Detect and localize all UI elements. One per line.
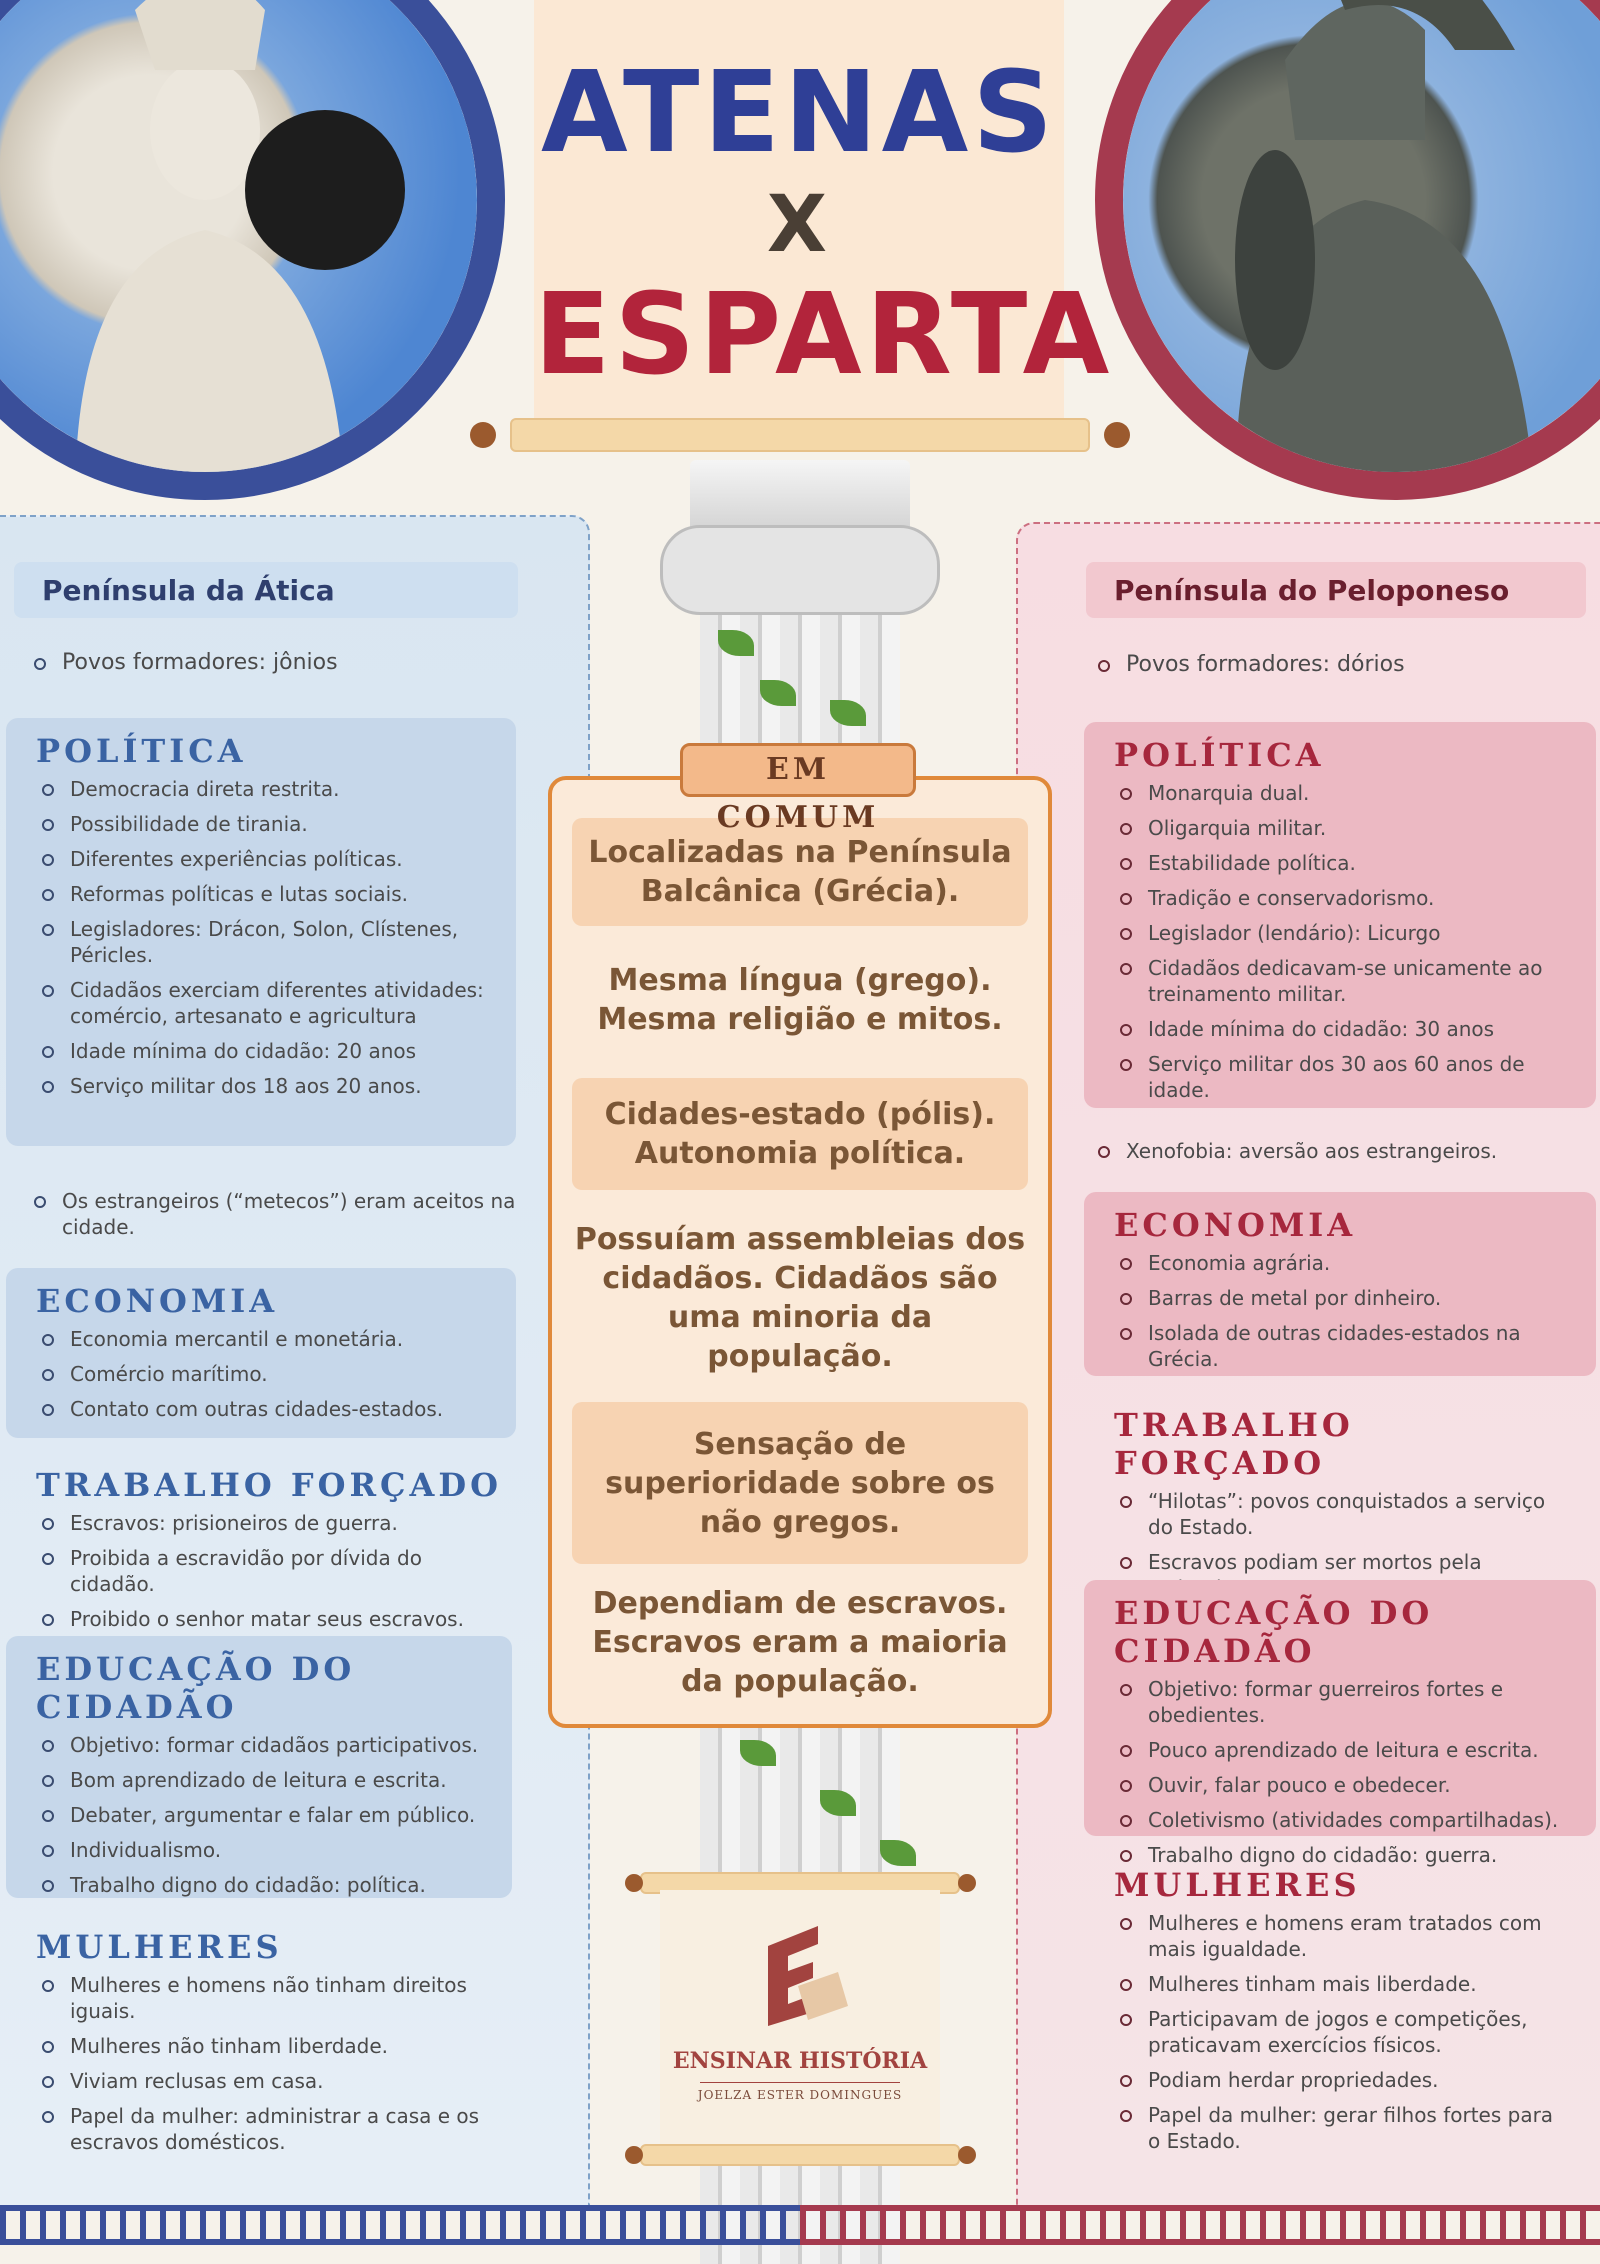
list-item: Legislador (lendário): Licurgo [1114,920,1566,946]
athens-politics-card [6,718,516,1146]
logo-card [660,1890,940,2148]
list-item: Serviço militar dos 30 aos 60 anos de idade. [1114,1051,1566,1103]
list-item: Povos formadores: jônios [28,650,548,676]
athens-intro-list [28,650,548,676]
section-title: TRABALHO FORÇADO [1114,1406,1354,1482]
scroll-knob-left [470,422,496,448]
list-item: Economia mercantil e monetária. [36,1326,486,1352]
athens-women-section [6,1914,546,2164]
athens-women-list [36,1972,516,2155]
list-item: Papel da mulher: gerar filhos fortes para o Estado. [1114,2102,1566,2154]
common-item: Localizadas na Península Balcânica (Grécia). [572,818,1028,926]
section-title: ECONOMIA [1114,1206,1357,1244]
list-item: Ouvir, falar pouco e obedecer. [1114,1772,1566,1798]
list-item: Barras de metal por dinheiro. [1114,1285,1566,1311]
title-athens: ATENAS [541,48,1057,178]
list-item: Economia agrária. [1114,1250,1566,1276]
list-item: Monarquia dual. [1114,780,1566,806]
scroll-knob-left [625,2146,643,2164]
common-tag: EM COMUM [680,743,916,797]
list-item: Cidadãos exerciam diferentes atividades: comércio, artesanato e agricultura [36,977,486,1029]
list-item: Reformas políticas e lutas sociais. [36,881,486,907]
athens-education-list [36,1732,482,1898]
list-item: Individualismo. [36,1837,482,1863]
sparta-forced-labor-section [1084,1392,1596,1574]
list-item: Democracia direta restrita. [36,776,486,802]
athens-education-card [6,1636,512,1898]
list-item: Proibida a escravidão por dívida do cidadão. [36,1545,506,1597]
sparta-education-list [1114,1676,1566,1868]
logo-divider [700,2082,900,2083]
sparta-education-card [1084,1580,1596,1867]
list-item: Comércio marítimo. [36,1361,486,1387]
list-item: Bom aprendizado de leitura e escrita. [36,1767,482,1793]
list-item: Debater, argumentar e falar em público. [36,1802,482,1828]
athens-forced-labor-section [6,1452,536,1631]
scroll-knob-left [625,1874,643,1892]
athens-economy-list [36,1326,486,1422]
common-item: Mesma língua (grego). Mesma religião e mitos. [597,963,1003,1037]
greek-key-border-blue [0,2205,800,2245]
common-item: Cidades-estado (pólis). Autonomia política. [572,1078,1028,1190]
common-item: Sensação de superioridade sobre os não gregos. [572,1402,1028,1564]
list-item: “Hilotas”: povos conquistados a serviço do Estado. [1114,1488,1566,1540]
list-item: Pouco aprendizado de leitura e escrita. [1114,1737,1566,1763]
list-item: Podiam herdar propriedades. [1114,2067,1566,2093]
list-item: Idade mínima do cidadão: 20 anos [36,1038,486,1064]
sparta-women-section [1084,1852,1596,2172]
athens-politics-list [36,776,486,1099]
sparta-politics-list [1114,780,1566,1103]
list-item: Serviço militar dos 18 aos 20 anos. [36,1073,486,1099]
list-item: Coletivismo (atividades compartilhadas). [1114,1807,1566,1833]
section-title: MULHERES [1114,1866,1361,1904]
athens-forced-labor-list [36,1510,506,1632]
athens-foreigners [28,1188,528,1249]
athens-intro [28,650,548,685]
list-item: Cidadãos dedicavam-se unicamente ao treinamento militar. [1114,955,1566,1007]
title-block [534,0,1114,420]
list-item: Oligarquia militar. [1114,815,1566,841]
athena-statue-icon [0,0,505,500]
section-title: POLÍTICA [1114,736,1325,774]
list-item: Mulheres tinham mais liberdade. [1114,1971,1566,1997]
list-item: Estabilidade política. [1114,850,1566,876]
scroll-knob-right [1104,422,1130,448]
title-scroll-bar [510,418,1090,452]
sparta-politics-card [1084,722,1596,1108]
spartan-statue-image [1095,0,1600,500]
sparta-peninsula-label: Península do Peloponeso [1086,562,1586,618]
athena-statue-image [0,0,505,500]
section-title: POLÍTICA [36,732,247,770]
logo-name: ENSINAR HISTÓRIA [672,2048,928,2074]
list-item: Diferentes experiências políticas. [36,846,486,872]
title-versus: X [766,180,832,270]
list-item: Mulheres e homens não tinham direitos iguais. [36,1972,516,2024]
athens-foreigners-list [28,1188,528,1240]
list-item: Legisladores: Drácon, Solon, Clístenes, Péricles. [36,916,486,968]
sparta-intro-list [1092,652,1592,678]
list-item: Tradição e conservadorismo. [1114,885,1566,911]
section-title: TRABALHO FORÇADO [36,1466,502,1504]
list-item: Mulheres não tinham liberdade. [36,2033,516,2059]
list-item: Objetivo: formar guerreiros fortes e obedientes. [1114,1676,1566,1728]
logo-scroll-bottom [640,2144,960,2166]
sparta-intro [1092,652,1592,687]
sparta-economy-list [1114,1250,1566,1372]
pillar-capital [660,525,940,615]
list-item: Povos formadores: dórios [1092,652,1592,678]
ensinar-historia-logo-icon [758,1926,848,2026]
sparta-xenophobia [1092,1138,1592,1173]
common-item: Possuíam assembleias dos cidadãos. Cidadãos são uma minoria da população. [574,1222,1026,1374]
list-item: Trabalho digno do cidadão: política. [36,1872,482,1898]
list-item: Papel da mulher: administrar a casa e os escravos domésticos. [36,2103,516,2155]
sparta-economy-card [1084,1192,1596,1376]
list-item: Contato com outras cidades-estados. [36,1396,486,1422]
list-item: Trabalho digno do cidadão: guerra. [1114,1842,1566,1868]
list-item: Participavam de jogos e competições, praticavam exercícios físicos. [1114,2006,1566,2058]
logo-author: JOELZA ESTER DOMINGUES [697,2088,903,2102]
scroll-knob-right [958,1874,976,1892]
list-item: Proibido o senhor matar seus escravos. [36,1606,506,1632]
section-title: EDUCAÇÃO DO CIDADÃO [1114,1594,1434,1670]
list-item: Mulheres e homens eram tratados com mais igualdade. [1114,1910,1566,1962]
list-item: Isolada de outras cidades-estados na Grécia. [1114,1320,1566,1372]
list-item: Escravos podiam ser mortos pela [1114,1549,1566,1601]
common-item: Dependiam de escravos. Escravos eram a maioria da população. [592,1585,1008,1699]
list-item: Escravos: prisioneiros de guerra. [36,1510,506,1536]
sparta-women-list [1114,1910,1566,2154]
athens-peninsula-label: Península da Ática [14,562,518,618]
list-item: Objetivo: formar cidadãos participativos. [36,1732,482,1758]
scroll-knob-right [958,2146,976,2164]
athens-economy-card [6,1268,516,1438]
section-title: EDUCAÇÃO DO CIDADÃO [36,1650,356,1726]
list-item: Os estrangeiros (“metecos”) eram aceitos na cidade. [28,1188,528,1240]
list-item: Possibilidade de tirania. [36,811,486,837]
spartan-helmet-icon [1095,0,1600,500]
list-item: Xenofobia: aversão aos estrangeiros. [1092,1138,1592,1164]
section-title: ECONOMIA [36,1282,279,1320]
list-item: Viviam reclusas em casa. [36,2068,516,2094]
list-item: Idade mínima do cidadão: 30 anos [1114,1016,1566,1042]
greek-key-border-red [800,2205,1600,2245]
sparta-xenophobia-list [1092,1138,1592,1164]
section-title: MULHERES [36,1928,283,1966]
title-sparta: ESPARTA [534,270,1114,400]
common-panel [548,776,1052,1728]
